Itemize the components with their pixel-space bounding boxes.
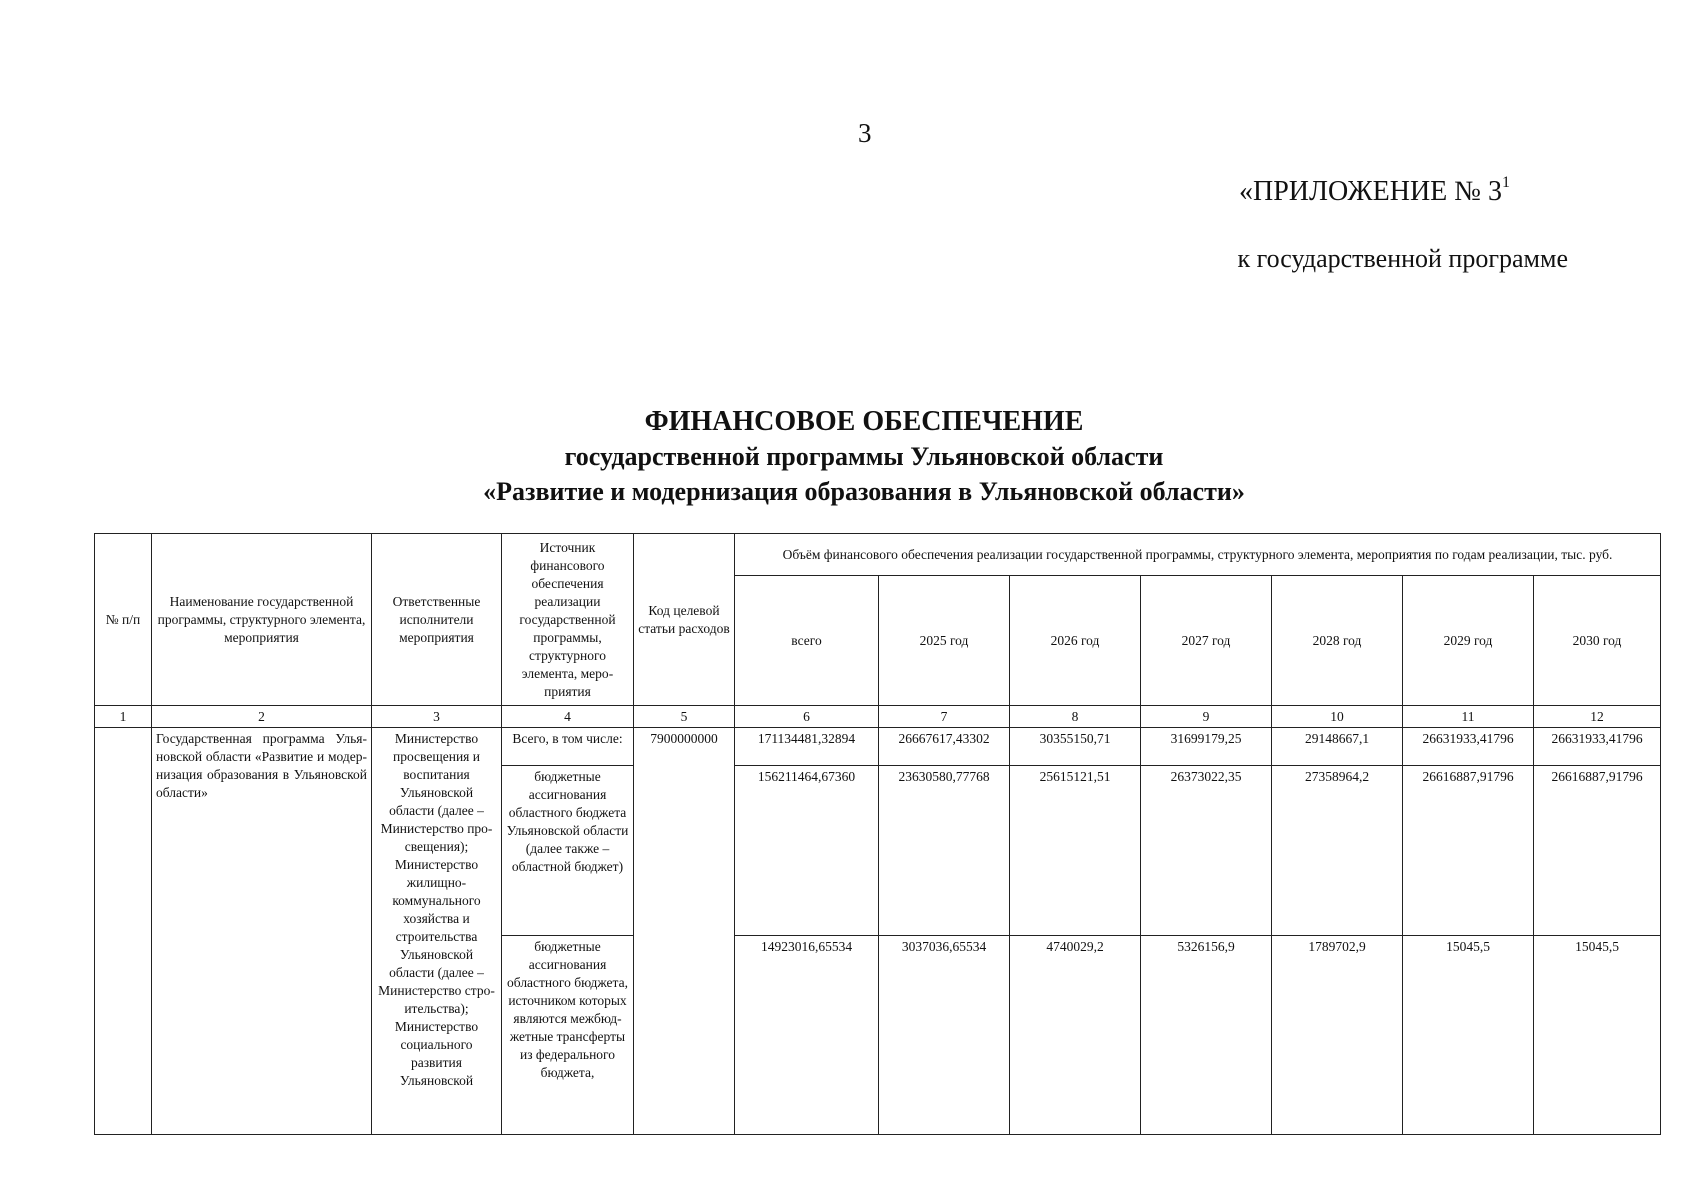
header-code: Код целевой статьи расходов	[634, 534, 735, 706]
value-2028: 1789702,9	[1272, 936, 1403, 1135]
header-total: всего	[735, 576, 879, 706]
source-cell: бюджетные ассигнования областного бюджета, источником которых являются межбюджетные трансферты из федерального бюджета,	[502, 936, 634, 1135]
appendix-label	[1239, 176, 1510, 208]
title-line-2: государственной программы Ульяновской области	[564, 442, 1164, 471]
column-number: 4	[502, 706, 634, 728]
header-volume: Объём финансового обеспечения реализации государственной программы, структурного элемента, мероприятия по годам реализации, тыс. руб.	[735, 534, 1661, 576]
value-2025: 26667617,43302	[879, 728, 1010, 766]
column-number: 6	[735, 706, 879, 728]
value-total: 14923016,65534	[735, 936, 879, 1135]
column-number: 3	[372, 706, 502, 728]
table-row-total	[95, 728, 1661, 766]
source-cell: бюджетные ассигнования областного бюджета Ульяновской области (далее также – областной бюджет)	[502, 766, 634, 936]
value-2025: 23630580,77768	[879, 766, 1010, 936]
value-2026: 30355150,71	[1010, 728, 1141, 766]
code-cell: 7900000000	[634, 728, 735, 1135]
source-cell: Всего, в том числе:	[502, 728, 634, 766]
page-number: 3	[858, 118, 872, 148]
header-2027: 2027 год	[1141, 576, 1272, 706]
value-2030: 15045,5	[1534, 936, 1661, 1135]
column-number: 10	[1272, 706, 1403, 728]
value-2029: 26616887,91796	[1403, 766, 1534, 936]
header-no: № п/п	[95, 534, 152, 706]
value-2026: 4740029,2	[1010, 936, 1141, 1135]
column-number: 1	[95, 706, 152, 728]
header-2026: 2026 год	[1010, 576, 1141, 706]
column-number: 2	[152, 706, 372, 728]
document-title	[94, 404, 1634, 509]
column-number: 7	[879, 706, 1010, 728]
value-2027: 31699179,25	[1141, 728, 1272, 766]
header-executors: Ответственные исполнители мероприятия	[372, 534, 502, 706]
value-total: 171134481,32894	[735, 728, 879, 766]
value-2029: 15045,5	[1403, 936, 1534, 1135]
executors-cell: Министерство просвещения и воспитания Ульяновской области (далее – Министерство просвещения); Министерство жилищно-коммунального хозяйства и строительства Ульяновской области (далее – Министерство строительства); Министерство социального развития Ульяновской	[372, 728, 502, 1135]
header-2030: 2030 год	[1534, 576, 1661, 706]
title-line-1: ФИНАНСОВОЕ ОБЕСПЕЧЕНИЕ	[644, 406, 1084, 437]
column-number: 5	[634, 706, 735, 728]
value-total: 156211464,67360	[735, 766, 879, 936]
appendix-superscript: 1	[1502, 174, 1510, 191]
header-row-1	[95, 534, 1661, 576]
value-2030: 26616887,91796	[1534, 766, 1661, 936]
appendix-label-text: «ПРИЛОЖЕНИЕ № 3	[1239, 176, 1502, 207]
header-2025: 2025 год	[879, 576, 1010, 706]
column-number: 12	[1534, 706, 1661, 728]
column-number: 9	[1141, 706, 1272, 728]
title-line-3: «Развитие и модернизация образования в Ульяновской области»	[483, 477, 1245, 506]
header-source: Источник финансового обеспечения реализации государственной программы, структурного элемента, мероприятия	[502, 534, 634, 706]
value-2027: 5326156,9	[1141, 936, 1272, 1135]
column-number: 8	[1010, 706, 1141, 728]
value-2029: 26631933,41796	[1403, 728, 1534, 766]
header-name: Наименование государственной программы, структурного элемента, мероприятия	[152, 534, 372, 706]
appendix-subtitle: к государственной программе	[1237, 244, 1568, 273]
value-2025: 3037036,65534	[879, 936, 1010, 1135]
header-2029: 2029 год	[1403, 576, 1534, 706]
value-2028: 27358964,2	[1272, 766, 1403, 936]
column-numbers-row	[95, 706, 1661, 728]
value-2030: 26631933,41796	[1534, 728, 1661, 766]
row-number-cell	[95, 728, 152, 1135]
header-2028: 2028 год	[1272, 576, 1403, 706]
value-2027: 26373022,35	[1141, 766, 1272, 936]
column-number: 11	[1403, 706, 1534, 728]
value-2028: 29148667,1	[1272, 728, 1403, 766]
program-name-cell: Государственная программа Ульяновской области «Развитие и модернизация образования в Ульяновской области»	[152, 728, 372, 1135]
value-2026: 25615121,51	[1010, 766, 1141, 936]
financing-table	[94, 533, 1661, 1135]
